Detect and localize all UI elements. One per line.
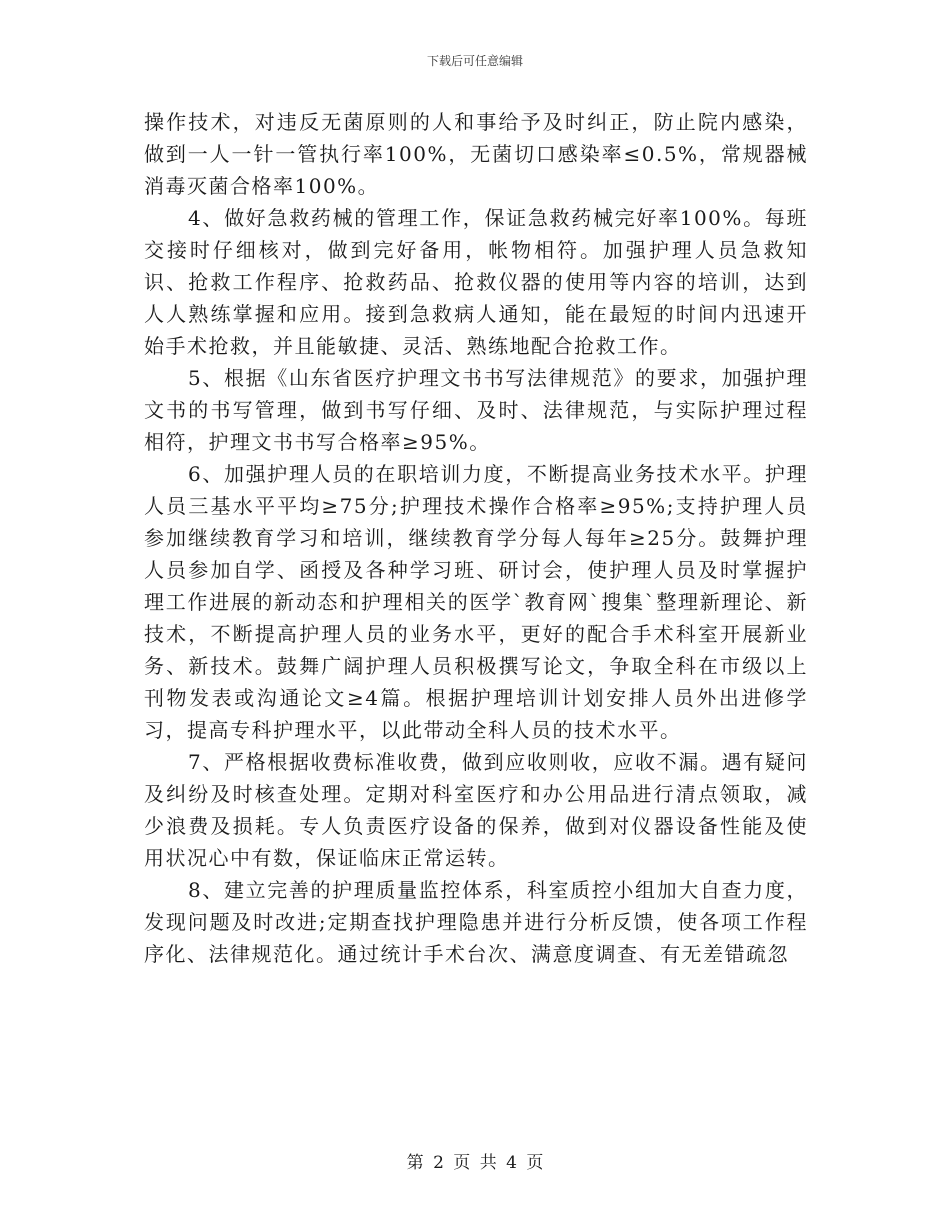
document-body bbox=[144, 106, 808, 970]
paragraph-item-5: 5、根据《山东省医疗护理文书书写法律规范》的要求，加强护理文书的书写管理，做到书写仔细、及时、法律规范，与实际护理过程相符，护理文书书写合格率≥95%。 bbox=[144, 366, 808, 454]
paragraph-item-4: 4、做好急救药械的管理工作，保证急救药械完好率100%。每班交接时仔细核对，做到完好备用，帐物相符。加强护理人员急救知识、抢救工作程序、抢救药品、抢救仪器的使用等内容的培训，达到人人熟练掌握和应用。接到急救病人通知，能在最短的时间内迅速开始手术抢救，并且能敏捷、灵活、熟练地配合抢救工作。 bbox=[144, 206, 808, 358]
paragraph-item-7: 7、严格根据收费标准收费，做到应收则收，应收不漏。遇有疑问及纠纷及时核查处理。定期对科室医疗和办公用品进行清点领取，减少浪费及损耗。专人负责医疗设备的保养，做到对仪器设备性能及使用状况心中有数，保证临床正常运转。 bbox=[144, 750, 808, 870]
paragraph-item-8: 8、建立完善的护理质量监控体系，科室质控小组加大自查力度，发现问题及时改进;定期查找护理隐患并进行分析反馈，使各项工作程序化、法律规范化。通过统计手术台次、满意度调查、有无差错疏忽 bbox=[144, 878, 808, 966]
page-number-footer: 第 2 页 共 4 页 bbox=[406, 1153, 544, 1173]
paragraph-item-6: 6、加强护理人员的在职培训力度，不断提高业务技术水平。护理人员三基水平平均≥75分;护理技术操作合格率≥95%;支持护理人员参加继续教育学习和培训，继续教育学分每人每年≥25分。鼓舞护理人员参加自学、函授及各种学习班、研讨会，使护理人员及时掌握护理工作进展的新动态和护理相关的医学`教育网`搜集`整理新理论、新技术，不断提高护理人员的业务水平，更好的配合手术科室开展新业务、新技术。鼓舞广阔护理人员积极撰写论文，争取全科在市级以上刊物发表或沟通论文≥4篇。根据护理培训计划安排人员外出进修学习，提高专科护理水平，以此带动全科人员的技术水平。 bbox=[144, 462, 808, 742]
paragraph-continuation: 操作技术，对违反无菌原则的人和事给予及时纠正，防止院内感染，做到一人一针一管执行率100%，无菌切口感染率≤0.5%，常规器械消毒灭菌合格率100%。 bbox=[144, 110, 808, 198]
page-header-note: 下载后可任意编辑 bbox=[426, 54, 523, 68]
